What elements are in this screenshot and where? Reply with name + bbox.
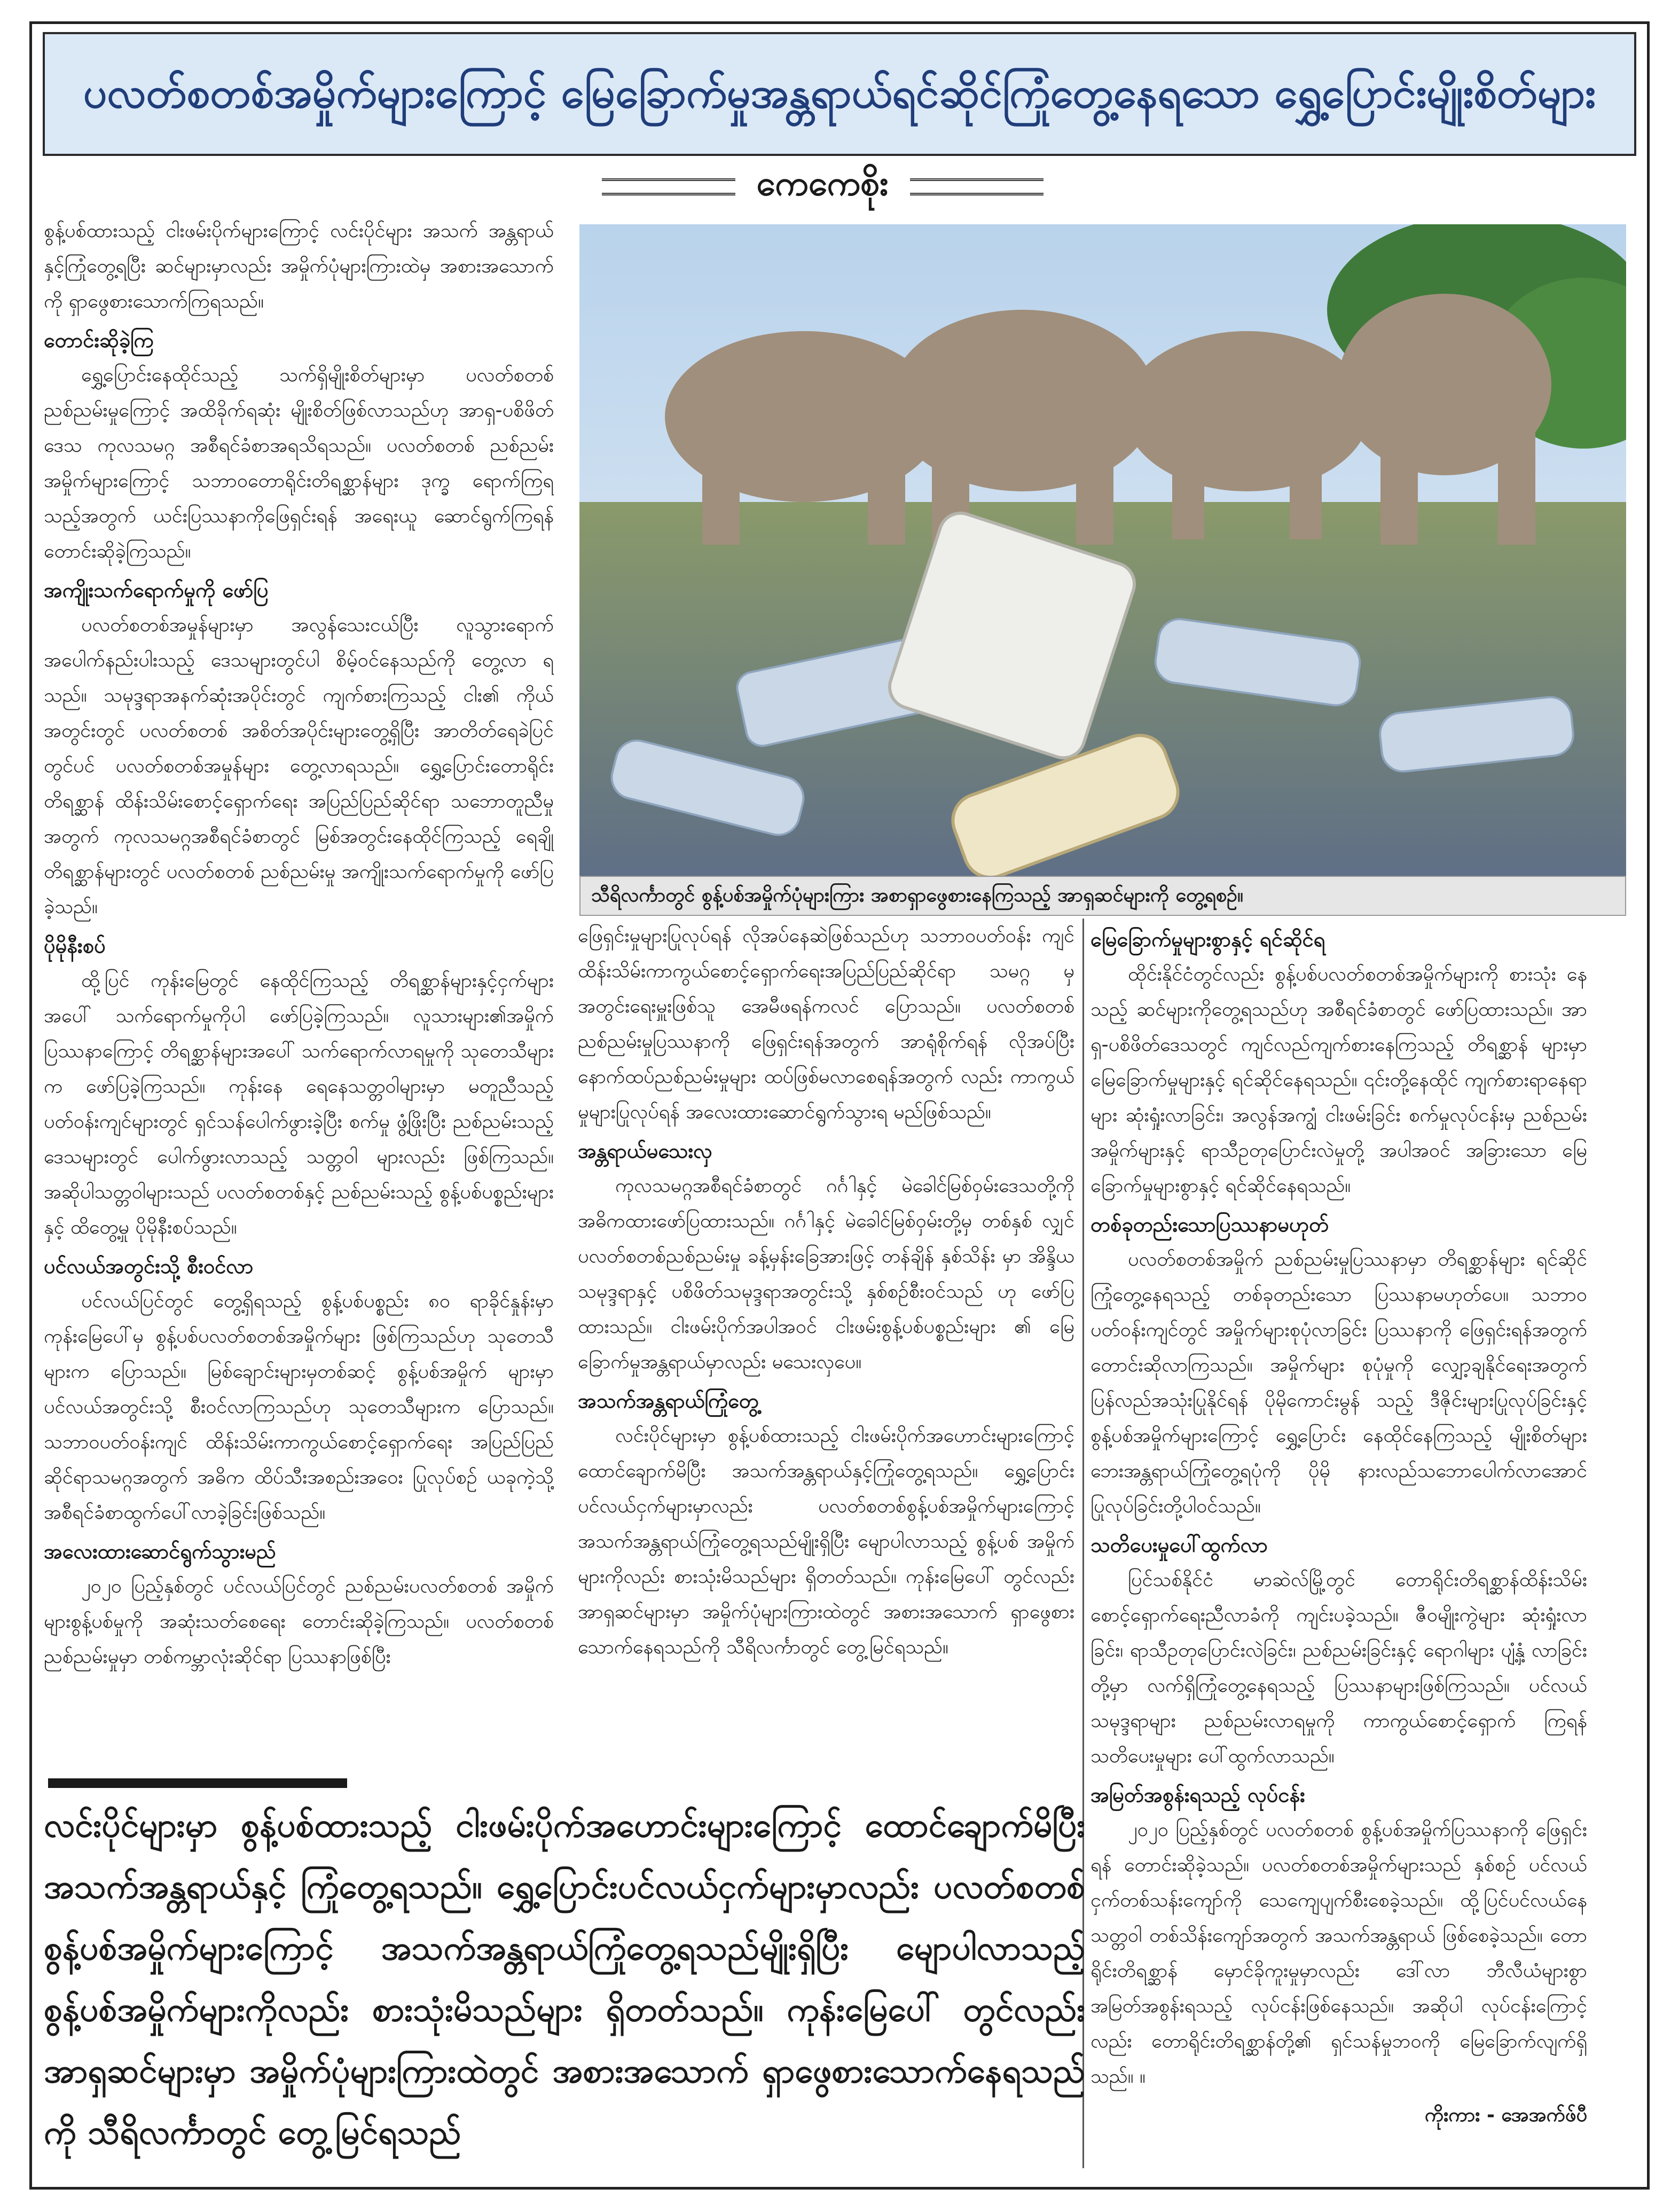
subheading: သတိပေးမှုပေါ်ထွက်လာ (1090, 1533, 1268, 1557)
paragraph: ရွှေ့ပြောင်းနေထိုင်သည့် သက်ရှိမျိုးစိတ်များမှာ ပလတ်စတစ် ညစ်ညမ်းမှုကြောင့် အထိခိုက်ရဆုံး မျိုးစိတ်ဖြစ်လာသည်ဟု အာရှ-ပစိဖိတ်ဒေသ ကုလသမဂ္ဂ အစီရင်ခံစာအရသိရသည်။ ပလတ်စတစ် ညစ်ညမ်းအမှိုက်များကြောင့် သဘာဝတောရိုင်းတိရစ္ဆာန်များ ဒုက္ခ ရောက်ကြရသည့်အတွက် ယင်းပြဿနာကိုဖြေရှင်းရန် အရေးယူ ဆောင်ရွက်ကြရန် တောင်းဆိုခဲ့ကြသည်။ (44, 364, 554, 562)
subheading: အန္တရာယ်မသေးလှ (578, 1139, 712, 1163)
elephants-illustration (579, 224, 1626, 876)
subheading: အသက်အန္တရာယ်ကြုံတွေ့ (578, 1389, 759, 1413)
subheading: အမြတ်အစွန်းရသည့် လုပ်ငန်း (1090, 1783, 1305, 1807)
subheading: မြေခြောက်မှုများစွာနှင့် ရင်ဆိုင်ရ (1090, 928, 1325, 951)
photo-caption: သီရိလင်္ကာတွင် စွန့်ပစ်အမှိုက်ပုံများကြား အစာရှာဖွေစားနေကြသည့် အာရှဆင်များကို တွေ့ရစဉ်။ (579, 876, 1626, 916)
subheading: အလေးထားဆောင်ရွက်သွားမည် (44, 1540, 276, 1563)
subheading: တောင်းဆိုခဲ့ကြ (44, 328, 154, 352)
byline-rule-left (602, 178, 735, 195)
byline-row (577, 158, 1068, 216)
paragraph: လင်းပိုင်များမှာ စွန့်ပစ်ထားသည့် ငါးဖမ်းပိုက်အဟောင်းများကြောင့် ထောင်ချောက်မိပြီး အသက်အန္တရာယ်နှင့်ကြုံတွေ့ရသည်။ ရွှေ့ပြောင်း ပင်လယ်ငှက်များမှာလည်း ပလတ်စတစ်စွန့်ပစ်အမှိုက်များကြောင့် အသက်အန္တရာယ်ကြုံတွေ့ရသည်မျိုးရှိပြီး မျောပါလာသည့် စွန့်ပစ် အမှိုက်များကိုလည်း စားသုံးမိသည်များ ရှိတတ်သည်။ ကုန်းမြေပေါ် တွင်လည်း အာရှဆင်များမှာ အမှိုက်ပုံများကြားထဲတွင် အစားအသောက် ရှာဖွေစားသောက်နေရသည်ကို သီရိလင်္ကာတွင် တွေ့မြင်ရသည်။ (578, 1425, 1074, 1658)
column-2 (578, 919, 1074, 1773)
intro-paragraph: စွန့်ပစ်ထားသည့် ငါးဖမ်းပိုက်များကြောင့် လင်းပိုင်များ အသက် အန္တရာယ်နှင့်ကြုံတွေ့ရပြီး ဆင်များမှာလည်း အမှိုက်ပုံများကြားထဲမှ အစားအသောက်ကို ရှာဖွေစားသောက်ကြရသည်။ (44, 220, 554, 312)
headline: ပလတ်စတစ်အမှိုက်များကြောင့် မြေခြောက်မှုအန္တရာယ်ရင်ဆိုင်ကြုံတွေ့နေရသော ရွှေ့ပြောင်းမျိုးစိတ်များ (83, 69, 1596, 118)
pull-quote: လင်းပိုင်များမှာ စွန့်ပစ်ထားသည့် ငါးဖမ်းပိုက်အဟောင်းများကြောင့် ထောင်ချောက်မိပြီး အသက်အန္တရာယ်နှင့် ကြုံတွေ့ရသည်။ ရွှေ့ပြောင်းပင်လယ်ငှက်များမှာလည်း ပလတ်စတစ်စွန့်ပစ်အမှိုက်များကြောင့် အသက်အန္တရာယ်ကြုံတွေ့ရသည်မျိုးရှိပြီး မျောပါလာသည့် စွန့်ပစ်အမှိုက်များကိုလည်း စားသုံးမိသည်များ ရှိတတ်သည်။ ကုန်းမြေပေါ် တွင်လည်း အာရှဆင်များမှာ အမှိုက်ပုံများကြားထဲတွင် အစားအသောက် ရှာဖွေစားသောက်နေရသည်ကို သီရိလင်္ကာတွင် တွေ့မြင်ရသည် (44, 1806, 1085, 2152)
headline-banner (43, 32, 1636, 156)
column-1 (44, 214, 554, 1720)
subheading: အကျိုးသက်ရောက်မှုကို ဖော်ပြ (44, 578, 269, 602)
paragraph: ကုလသမဂ္ဂအစီရင်ခံစာတွင် ဂင်္ဂါနှင့် မဲခေါင်မြစ်ဝှမ်းဒေသတို့ကို အဓိကထားဖော်ပြထားသည်။ ဂင်္ဂါနှင့် မဲခေါင်မြစ်ဝှမ်းတို့မှ တစ်နှစ် လျှင် ပလတ်စတစ်ညစ်ညမ်းမှု ခန့်မှန်းခြေအားဖြင့် တန်ချိန် နှစ်သိန်း မှာ အိန္ဒိယသမုဒ္ဒရာနှင့် ပစိဖိတ်သမုဒ္ဒရာအတွင်းသို့ နှစ်စဉ်စီးဝင်သည် ဟု ဖော်ပြထားသည်။ ငါးဖမ်းပိုက်အပါအဝင် ငါးဖမ်းစွန့်ပစ်ပစ္စည်းများ ၏ မြေခြောက်မှုအန္တရာယ်မှာလည်း မသေးလှပေ။ (578, 1175, 1074, 1373)
paragraph: ထိုင်းနိုင်ငံတွင်လည်း စွန့်ပစ်ပလတ်စတစ်အမှိုက်များကို စားသုံး နေသည့် ဆင်များကိုတွေ့ရသည်ဟု အစီရင်ခံစာတွင် ဖော်ပြထားသည်။ အာရှ-ပစိဖိတ်ဒေသတွင် ကျင်လည်ကျက်စားနေကြသည့် တိရစ္ဆာန် များမှာ မြေခြောက်မှုများနှင့် ရင်ဆိုင်နေရသည်။ ၎င်းတို့နေထိုင် ကျက်စားရာနေရာများ ဆုံးရှုံးလာခြင်း၊ အလွန်အကျွံ ငါးဖမ်းခြင်း စက်မှုလုပ်ငန်းမှ ညစ်ညမ်းအမှိုက်များနှင့် ရာသီဥတုပြောင်းလဲမှုတို့ အပါအဝင် အခြားသော မြေခြောက်မှုများစွာနှင့် ရင်ဆိုင်နေရသည်။ (1090, 963, 1587, 1197)
paragraph: ၂၀၂၀ ပြည့်နှစ်တွင် ပလတ်စတစ် စွန့်ပစ်အမှိုက်ပြဿနာကို ဖြေရှင်းရန် တောင်းဆိုခဲ့သည်။ ပလတ်စတစ်အမှိုက်များသည် နှစ်စဉ် ပင်လယ်ငှက်တစ်သန်းကျော်ကို သေကျေပျက်စီးစေခဲ့သည်။ ထို့ပြင်ပင်လယ်နေသတ္တဝါ တစ်သိန်းကျော်အတွက် အသက်အန္တရာယ် ဖြစ်စေခဲ့သည်။ တောရိုင်းတိရစ္ဆာန် မှောင်ခိုကူးမှုမှာလည်း ဒေါ်လာ ဘီလီယံများစွာ အမြတ်အစွန်းရသည့် လုပ်ငန်းဖြစ်နေသည်။ အဆိုပါ လုပ်ငန်းကြောင့်လည်း တောရိုင်းတိရစ္ဆာန်တို့၏ ရှင်သန်မှုဘဝကို မြေခြောက်လျက်ရှိသည်။ ။ (1090, 1819, 1587, 2088)
byline: ကေကေစိုး (756, 164, 889, 203)
paragraph: ၂၀၂၀ ပြည့်နှစ်တွင် ပင်လယ်ပြင်တွင် ညစ်ညမ်းပလတ်စတစ် အမှိုက်များစွန့်ပစ်မှုကို အဆုံးသတ်စေရေး တောင်းဆိုခဲ့ကြသည်။ ပလတ်စတစ်ညစ်ညမ်းမှုမှာ တစ်ကမ္ဘာလုံးဆိုင်ရာ ပြဿနာဖြစ်ပြီး (44, 1575, 554, 1668)
paragraph: ပြင်သစ်နိုင်ငံ မာဆဲလ်မြို့တွင် တောရိုင်းတိရစ္ဆာန်ထိန်းသိမ်း စောင့်ရှောက်ရေးညီလာခံကို ကျင်းပခဲ့သည်။ ဇီဝမျိုးကွဲများ ဆုံးရှုံးလာ ခြင်း၊ ရာသီဥတုပြောင်းလဲခြင်း၊ ညစ်ညမ်းခြင်းနှင့် ရောဂါများ ပျံ့နှံ့ လာခြင်းတို့မှာ လက်ရှိကြုံတွေ့နေရသည့် ပြဿနာများဖြစ်ကြသည်။ ပင်လယ်သမုဒ္ဒရာများ ညစ်ညမ်းလာရမှုကို ကာကွယ်စောင့်ရှောက် ကြရန် သတိပေးမှုများ ပေါ်ထွက်လာသည်။ (1090, 1569, 1587, 1767)
subheading: ပိုမိုနီးစပ် (44, 934, 106, 958)
paragraph: ပလတ်စတစ်အမှုန်များမှာ အလွန်သေးငယ်ပြီး လူသွားရောက် အပေါက်နည်းပါးသည့် ဒေသများတွင်ပါ စိမ့်ဝင်နေသည်ကို တွေ့လာ ရသည်။ သမုဒ္ဒရာအနက်ဆုံးအပိုင်းတွင် ကျက်စားကြသည့် ငါး၏ ကိုယ်အတွင်းတွင် ပလတ်စတစ် အစိတ်အပိုင်းများတွေ့ရှိပြီး အာတိတ်ရေခဲပြင်တွင်ပင် ပလတ်စတစ်အမှုန်များ တွေ့လာရသည်။ ရွှေ့ပြောင်းတောရိုင်းတိရစ္ဆာန် ထိန်းသိမ်းစောင့်ရှောက်ရေး အပြည်ပြည်ဆိုင်ရာ သဘောတူညီမှုအတွက် ကုလသမဂ္ဂအစီရင်ခံစာတွင် မြစ်အတွင်းနေထိုင်ကြသည့် ရေချိုတိရစ္ဆာန်များတွင် ပလတ်စတစ် ညစ်ညမ်းမှု အကျိုးသက်ရောက်မှုကို ဖော်ပြခဲ့သည်။ (44, 614, 554, 918)
subheading: တစ်ခုတည်းသောပြဿနာမဟုတ် (1090, 1213, 1329, 1236)
source-credit: ကိုးကား - အေအက်ဖ်ပီ (1424, 2104, 1587, 2126)
elephants-photo (579, 224, 1626, 876)
paragraph: ထို့ပြင် ကုန်းမြေတွင် နေထိုင်ကြသည့် တိရစ္ဆာန်များနှင့်ငှက်များ အပေါ် သက်ရောက်မှုကိုပါ ဖော်ပြခဲ့ကြသည်။ လူသားများ၏အမှိုက် ပြဿနာကြောင့် တိရစ္ဆာန်များအပေါ် သက်ရောက်လာရမှုကို သုတေသီများက ဖော်ပြခဲ့ကြသည်။ ကုန်းနေ ရေနေသတ္တဝါများမှာ မတူညီသည့် ပတ်ဝန်းကျင်များတွင် ရှင်သန်ပေါက်ဖွားခဲ့ပြီး စက်မှု ဖွံ့ဖြိုးပြီး ညစ်ညမ်းသည့်ဒေသများတွင် ပေါက်ဖွားလာသည့် သတ္တဝါ များလည်း ဖြစ်ကြသည်။ အဆိုပါသတ္တဝါများသည် ပလတ်စတစ်နှင့် ညစ်ညမ်းသည့် စွန့်ပစ်ပစ္စည်းများနှင့် ထိတွေ့မှု ပိုမိုနီးစပ်သည်။ (44, 970, 554, 1238)
column-3 (1090, 919, 1587, 2179)
subheading: ပင်လယ်အတွင်းသို့ စီးဝင်လာ (44, 1254, 254, 1278)
byline-rule-right (910, 178, 1044, 195)
paragraph: ပင်လယ်ပြင်တွင် တွေ့ရှိရသည့် စွန့်ပစ်ပစ္စည်း ၈၀ ရာခိုင်နှုန်းမှာ ကုန်းမြေပေါ်မှ စွန့်ပစ်ပလတ်စတစ်အမှိုက်များ ဖြစ်ကြသည်ဟု သုတေသီများက ပြောသည်။ မြစ်ချောင်းများမှတစ်ဆင့် စွန့်ပစ်အမှိုက် များမှာ ပင်လယ်အတွင်းသို့ စီးဝင်လာကြသည်ဟု သုတေသီများက ပြောသည်။ သဘာဝပတ်ဝန်းကျင် ထိန်းသိမ်းကာကွယ်စောင့်ရှောက်ရေး အပြည်ပြည်ဆိုင်ရာသမဂ္ဂအတွက် အဓိက ထိပ်သီးအစည်းအဝေး ပြုလုပ်စဉ် ယခုကဲ့သို့ အစီရင်ခံစာထွက်ပေါ်လာခဲ့ခြင်းဖြစ်သည်။ (44, 1290, 554, 1524)
paragraph: ပလတ်စတစ်အမှိုက် ညစ်ညမ်းမှုပြဿနာမှာ တိရစ္ဆာန်များ ရင်ဆိုင်ကြုံတွေ့နေရသည့် တစ်ခုတည်းသော ပြဿနာမဟုတ်ပေ။ သဘာဝပတ်ဝန်းကျင်တွင် အမှိုက်များစုပုံလာခြင်း ပြဿနာကို ဖြေရှင်းရန်အတွက် တောင်းဆိုလာကြသည်။ အမှိုက်များ စုပုံမှုကို လျှော့ချနိုင်ရေးအတွက် ပြန်လည်အသုံးပြုနိုင်ရန် ပိုမိုကောင်းမွန် သည့် ဒီဇိုင်းများပြုလုပ်ခြင်းနှင့် စွန့်ပစ်အမှိုက်များကြောင့် ရွှေ့ပြောင်း နေထိုင်နေကြသည့် မျိုးစိတ်များ ဘေးအန္တရာယ်ကြုံတွေ့ရပုံကို ပိုမို နားလည်သဘောပေါက်လာအောင် ပြုလုပ်ခြင်းတို့ပါဝင်သည်။ (1090, 1249, 1587, 1517)
paragraph: ဖြေရှင်းမှုများပြုလုပ်ရန် လိုအပ်နေဆဲဖြစ်သည်ဟု သဘာဝပတ်ဝန်း ကျင်ထိန်းသိမ်းကာကွယ်စောင့်ရှောက်ရေးအပြည်ပြည်ဆိုင်ရာ သမဂ္ဂ မှ အတွင်းရေးမှူးဖြစ်သူ အေမီဖရန်ကလင် ပြောသည်။ ပလတ်စတစ်ညစ်ညမ်းမှုပြဿနာကို ဖြေရှင်းရန်အတွက် အာရုံစိုက်ရန် လိုအပ်ပြီး နောက်ထပ်ညစ်ညမ်းမှုများ ထပ်ဖြစ်မလာစေရန်အတွက် လည်း ကာကွယ်မှုများပြုလုပ်ရန် အလေးထားဆောင်ရွက်သွားရ မည်ဖြစ်သည်။ (578, 925, 1074, 1123)
pull-quote-bar (48, 1778, 347, 1788)
